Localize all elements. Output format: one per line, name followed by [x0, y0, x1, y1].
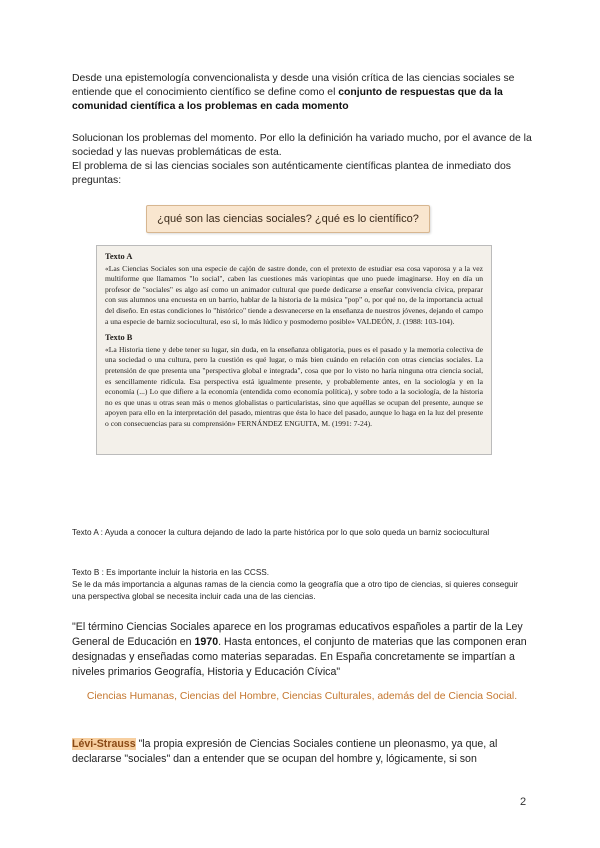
note-texto-a: Texto A : Ayuda a conocer la cultura dejando de lado la parte histórica por lo que solo queda un barniz sociocultural — [72, 528, 490, 537]
quote-before: "El término Ciencias Sociales aparece en los programas educativos españoles a partir de la Ley General de Educación en — [72, 621, 523, 648]
note-texto-b-line1: Texto B : Es importante incluir la historia en las CCSS. — [72, 568, 270, 577]
alternative-names-line: Ciencias Humanas, Ciencias del Hombre, Ciencias Culturales, además del de Ciencia Social. — [86, 691, 518, 702]
solution-paragraph: Solucionan los problemas del momento. Por ello la definición ha variado mucho, por el avance de la sociedad y las nuevas problemáticas de esta. — [72, 133, 532, 158]
intro-bold-definition: conjunto de respuestas que da la comunidad científica a los problemas en cada momento — [72, 87, 503, 112]
question-box: ¿qué son las ciencias sociales? ¿qué es lo científico? — [146, 205, 430, 233]
texto-a-body: «Las Ciencias Sociales son una especie de cajón de sastre donde, con el pretexto de estudiar esa cosa vaporosa y a la vez multiforme que llamamos "lo social", caben las cuestiones más variopintas que uno puede imaginarse. Hoy en día un profesor de "sociales" es algo así como un animador cultural que puede dedicarse a enseñar convivencia cívica, preparar con sus alumnos una encuesta en un barrio, hablar de la historia de la música "pop" o, por qué no, de la importancia actual del diseño. En estas condiciones lo "histórico" tiende a desvanecerse en la enseñanza de nuestros jóvenes, dejando el campo a una especie de barniz sociocultural, eso sí, lo más lúdico y posmoderno posible» VALDEÓN, J. (1988: 103-104). — [105, 263, 483, 326]
levi-strauss-text: "la propia expresión de Ciencias Sociales contiene un pleonasmo, ya que, al declararse "sociales" dan a entender que se ocupan del hombre y, lógicamente, si son — [72, 738, 498, 765]
ley-general-quote — [72, 620, 534, 680]
levi-strauss-name: Lévi-Strauss — [72, 738, 136, 750]
texto-b-body: «La Historia tiene y debe tener su lugar, sin duda, en la enseñanza obligatoria, pues es el pasado y la memoria colectiva de una sociedad o una cultura, pero la cuestión es qué lugar, o más bien cuándo en relación con otras ciencias sociales. La pretensión de que presenta una "perspectiva global e integrada", cosa que por lo visto no haría ninguna otra ciencia social, es sencillamente ridícula. Esa perspectiva está igualmente presente, y probablemente antes, en la sociología y en la economía (...) Lo que difiere a la economía (entendida como economía política), y sobre todo a la sociología, de la historia no es que unas u otras sean más o menos globalistas o particularistas, sino que aquéllas se ocupan del presente, aunque se apoyen para ello en la interpretación del pasado, mientras que ésta lo hace del pasado, aunque lo haga en la luz del presente o con consecuencias para su comprensión» FERNÁNDEZ ENGUITA, M. (1991: 7-24). — [105, 344, 483, 428]
intro-text: Desde una epistemología convencionalista y desde una visión crítica de las ciencias sociales se entiende que el conocimiento científico se define como el — [72, 73, 515, 98]
scanned-texts-image — [96, 245, 492, 455]
quote-after: . Hasta entonces, el conjunto de materias que las componen eran designadas y enseñadas como materias separadas. En España concretamente se impartían a niveles primarios Geografía, Historia y Educación Cívica" — [72, 636, 527, 678]
page-number: 2 — [520, 796, 527, 808]
quote-year: 1970 — [194, 636, 219, 648]
levi-strauss-quote — [72, 737, 534, 767]
problem-paragraph: El problema de si las ciencias sociales son auténticamente científicas plantea de inmediato dos preguntas: — [72, 161, 511, 186]
texto-b-heading: Texto B — [105, 333, 133, 343]
note-texto-b-line2: Se le da más importancia a algunas ramas de la ciencia como la geografía que a otro tipo de ciencias, si quieres conseguir una perspectiva global se necesita incluir cada una de las ciencias. — [72, 580, 519, 601]
intro-paragraph — [72, 72, 532, 114]
texto-a-heading: Texto A — [105, 252, 133, 261]
